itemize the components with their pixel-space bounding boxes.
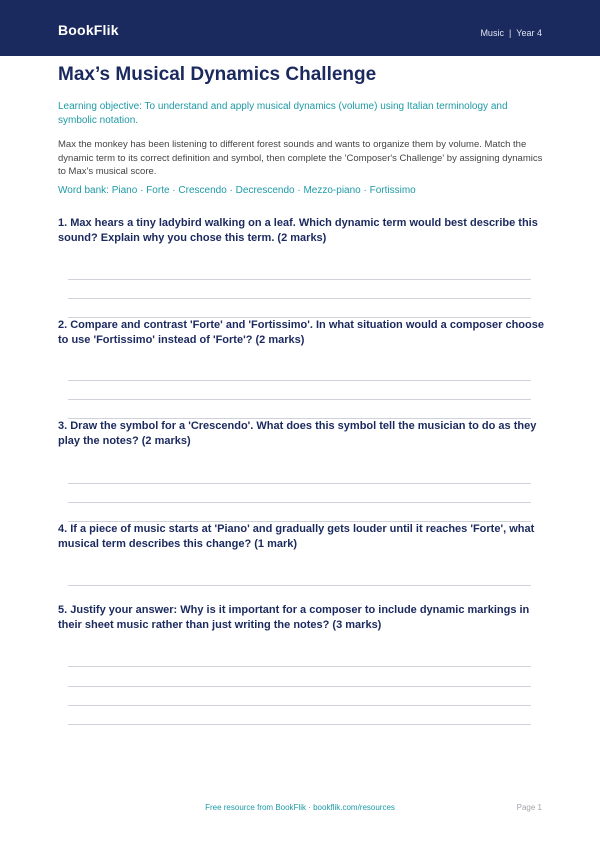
- question-1: 1. Max hears a tiny ladybird walking on a leaf. Which dynamic term would best describe this sound? Explain why you chose this term. (2 marks): [58, 217, 538, 244]
- answer-line[interactable]: [68, 666, 531, 667]
- page-number: Page 1: [516, 803, 542, 812]
- question-4: 4. If a piece of music starts at 'Piano' and gradually gets louder until it reaches 'Forte', what musical term describes this change? (1 mark): [58, 523, 535, 550]
- answer-line[interactable]: [68, 483, 531, 484]
- answer-line[interactable]: [68, 380, 531, 381]
- question-3: 3. Draw the symbol for a 'Crescendo'. What does this symbol tell the musician to do as they play the notes? (2 marks): [58, 420, 537, 447]
- word-bank: Word bank: Piano · Forte · Crescendo · Decrescendo · Mezzo-piano · Fortissimo: [58, 185, 416, 196]
- page-header: [0, 0, 600, 56]
- answer-line[interactable]: [68, 705, 531, 706]
- answer-line[interactable]: [68, 724, 531, 725]
- year-label: Year 4: [516, 28, 542, 38]
- brand-logo[interactable]: BookFlik: [58, 22, 119, 38]
- intro-text: Max the monkey has been listening to different forest sounds and wants to organize them by volume. Match the dynamic term to its correct definition and symbol, then complete the 'Composer's Challenge' by assigning dynamics to Max's musical score.: [58, 139, 543, 177]
- answer-line[interactable]: [68, 686, 531, 687]
- worksheet-title: Max’s Musical Dynamics Challenge: [58, 64, 377, 85]
- header-separator: |: [508, 28, 512, 38]
- answer-line[interactable]: [68, 298, 531, 299]
- answer-line[interactable]: [68, 585, 531, 586]
- answer-line[interactable]: [68, 279, 531, 280]
- learning-objective: Learning objective: To understand and apply musical dynamics (volume) using Italian terminology and symbolic notation.: [58, 101, 508, 126]
- footer-resource-link[interactable]: Free resource from BookFlik · bookflik.com/resources: [205, 803, 395, 812]
- question-5: 5. Justify your answer: Why is it important for a composer to include dynamic markings in their sheet music rather than just writing the notes? (3 marks): [58, 604, 530, 631]
- header-meta: [480, 28, 542, 38]
- answer-line[interactable]: [68, 399, 531, 400]
- subject-label: Music: [480, 28, 504, 38]
- question-2: 2. Compare and contrast 'Forte' and 'Fortissimo'. In what situation would a composer choose to use 'Fortissimo' instead of 'Forte'? (2 marks): [58, 319, 544, 346]
- answer-line[interactable]: [68, 502, 531, 503]
